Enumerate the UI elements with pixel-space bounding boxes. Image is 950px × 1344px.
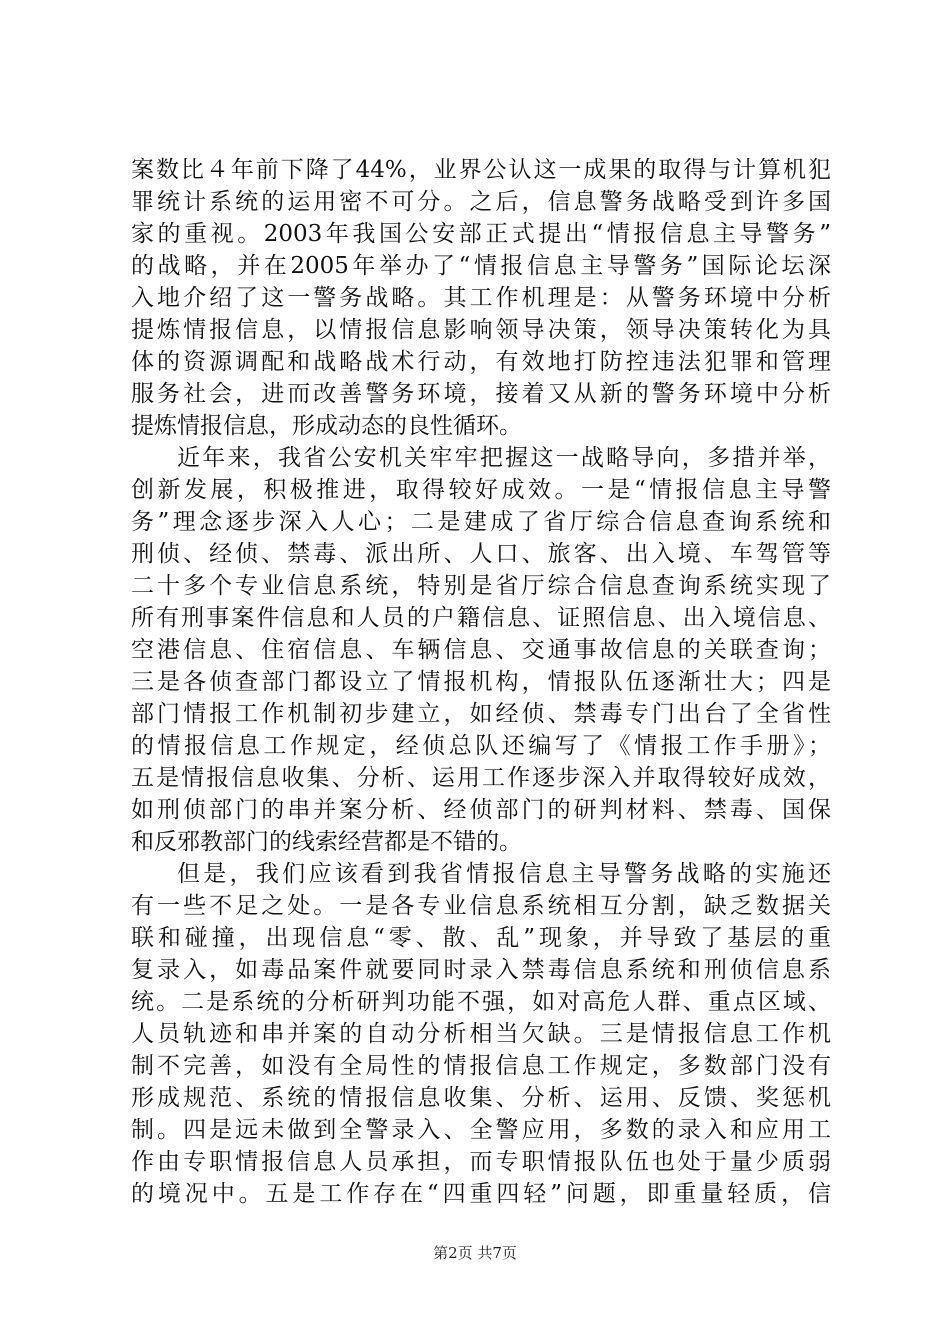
- text-line: 家的重视。2003年我国公安部正式提出“情报信息主导警务”: [131, 221, 831, 247]
- text-line: 形成规范、系统的情报信息收集、分析、运用、反馈、奖惩机: [131, 1085, 831, 1111]
- text-line: 如刑侦部门的串并案分析、经侦部门的研判材料、禁毒、国保: [131, 797, 831, 823]
- text-line: 有一些不足之处。一是各专业信息系统相互分割，缺乏数据关: [131, 893, 831, 919]
- text-line: 空港信息、住宿信息、车辆信息、交通事故信息的关联查询；: [131, 637, 831, 663]
- text-line: 二十多个专业信息系统，特别是省厅综合信息查询系统实现了: [131, 573, 831, 599]
- text-line: 制。四是远未做到全警录入、全警应用，多数的录入和应用工: [131, 1117, 831, 1143]
- paragraph: [131, 858, 831, 1210]
- text-line: 的境况中。五是工作存在“四重四轻”问题，即重量轻质，信: [131, 1181, 831, 1207]
- document-body: [131, 154, 831, 1210]
- text-line: 部门情报工作机制初步建立，如经侦、禁毒专门出台了全省性: [131, 701, 831, 727]
- text-line: 罪统计系统的运用密不可分。之后，信息警务战略受到许多国: [131, 189, 831, 215]
- text-line: 复录入，如毒品案件就要同时录入禁毒信息系统和刑侦信息系: [131, 957, 831, 983]
- text-line: 所有刑事案件信息和人员的户籍信息、证照信息、出入境信息、: [131, 605, 831, 631]
- text-line: 人员轨迹和串并案的自动分析相当欠缺。三是情报信息工作机: [131, 1021, 831, 1047]
- text-line: 提炼情报信息，以情报信息影响领导决策，领导决策转化为具: [131, 317, 831, 343]
- text-line: 统。二是系统的分析研判功能不强，如对高危人群、重点区域、: [131, 989, 831, 1015]
- text-line: 体的资源调配和战略战术行动，有效地打防控违法犯罪和管理: [131, 349, 831, 375]
- text-line: 和反邪教部门的线索经营都是不错的。: [131, 829, 522, 855]
- text-line: 联和碰撞，出现信息“零、散、乱”现象，并导致了基层的重: [131, 925, 831, 951]
- paragraph: [131, 442, 831, 858]
- text-line: 的战略，并在2005年举办了“情报信息主导警务”国际论坛深: [131, 253, 831, 279]
- text-line: 刑侦、经侦、禁毒、派出所、人口、旅客、出入境、车驾管等: [131, 541, 831, 567]
- text-line: 入地介绍了这一警务战略。其工作机理是：从警务环境中分析: [131, 285, 831, 311]
- text-line: 但是，我们应该看到我省情报信息主导警务战略的实施还: [177, 861, 831, 887]
- page-footer: 第2页 共7页: [433, 1244, 517, 1262]
- text-line: 提炼情报信息，形成动态的良性循环。: [131, 413, 522, 439]
- text-line: 五是情报信息收集、分析、运用工作逐步深入并取得较好成效，: [131, 765, 831, 791]
- text-line: 作由专职情报信息人员承担，而专职情报队伍也处于量少质弱: [131, 1149, 831, 1175]
- text-line: 的情报信息工作规定，经侦总队还编写了《情报工作手册》；: [131, 733, 831, 759]
- text-line: 服务社会，进而改善警务环境，接着又从新的警务环境中分析: [131, 381, 831, 407]
- text-line: 案数比４年前下降了44%，业界公认这一成果的取得与计算机犯: [131, 157, 831, 183]
- text-line: 务”理念逐步深入人心；二是建成了省厅综合信息查询系统和: [131, 509, 831, 535]
- paragraph: [131, 154, 831, 442]
- text-line: 创新发展，积极推进，取得较好成效。一是“情报信息主导警: [131, 477, 831, 503]
- text-line: 三是各侦查部门都设立了情报机构，情报队伍逐渐壮大；四是: [131, 669, 831, 695]
- text-line: 近年来，我省公安机关牢牢把握这一战略导向，多措并举，: [177, 445, 831, 471]
- text-line: 制不完善，如没有全局性的情报信息工作规定，多数部门没有: [131, 1053, 831, 1079]
